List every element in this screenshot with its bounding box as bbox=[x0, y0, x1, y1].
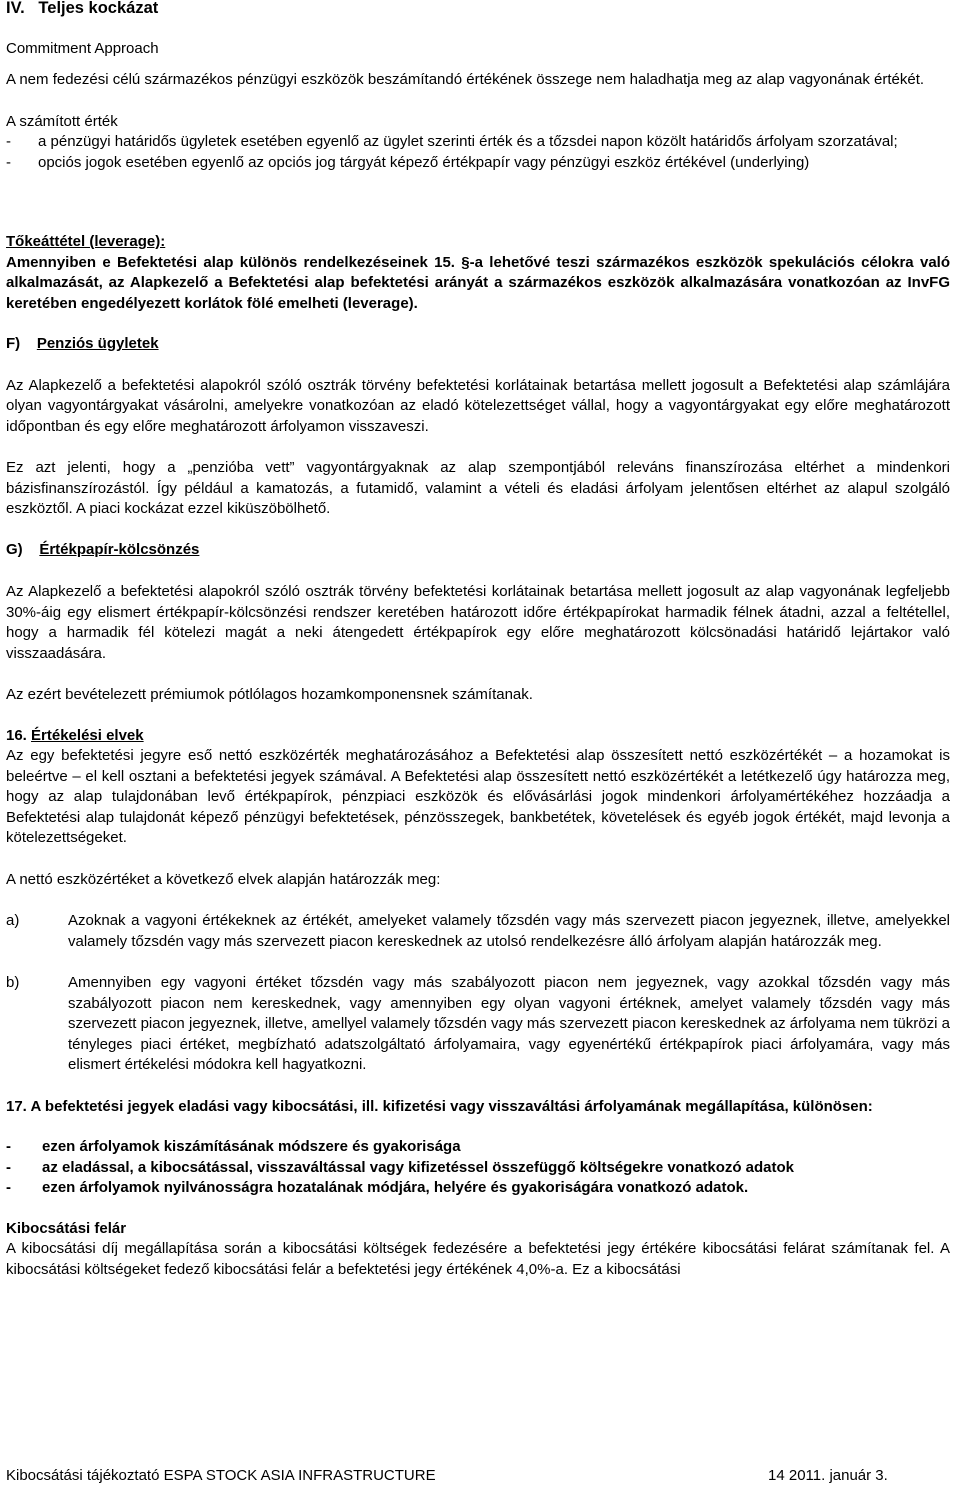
list-text: ezen árfolyamok nyilvánosságra hozatalának módjára, helyére és gyakoriságára vonatkozó adatok. bbox=[42, 1179, 749, 1196]
list-text: Amennyiben egy vagyoni értéket tőzsdén vagy más szabályozott piacon nem jegyeznek, vagy azokkal tőzsdén vagy más szabályozott piacon nem kereskednek, vagy amennyiben egy olyan vagyoni értéknek, amelyet valamely tőzsdén vagy más szervezett piacon jegyeznek, illetve, amellyel valamely tőzsdén vagy más szervezett piacon kereskednek az árfolyama nem tükrözi a tényleges piaci értéket, megbízható adatszolgáltató árfolyamaira, vagy egyenértékű értékpapírok piaci árfolyamára, vagy más elismert értékelési módokra kell hagyatkozni. bbox=[68, 974, 950, 1073]
list-marker: - bbox=[6, 133, 11, 150]
section-16-paragraph-1: Az egy befektetési jegyre eső nettó eszközérték meghatározásához a Befektetési alap összesített nettó eszközértékét – a hozamokat is beleértve – el kell osztani a befektetési jegyek számával. A Befektetési alap összesített nettó eszközértékét a letétkezelő úgy határozza meg, hogy az alap tulajdonában levő értékpapírok, pénzpiaci eszközök és elővásárlási jogok mindenkori árfolyamértékéhez hozzáadja a Befektetési alap tulajdonát képező pénzügyi befektetések, pénzösszegek, bankbetétek, követelések és egyéb jogok értékét, majd levonja a kötelezettségeket. bbox=[6, 747, 950, 846]
commitment-text: A nem fedezési célú származékos pénzügyi eszközök beszámítandó értékének összege nem haladhatja meg az alap vagyonának értékét. bbox=[6, 71, 925, 88]
list-marker: - bbox=[6, 153, 11, 171]
list-text: Azoknak a vagyoni értékeknek az értékét, amelyeket valamely tőzsdén vagy más szervezett piacon jegyeznek, illetve, amelyekkel valamely tőzsdén vagy más szervezett piacon kereskednek az utolsó rendelkezésre álló árfolyam alapján határozzák meg. bbox=[68, 912, 950, 950]
commitment-heading: Commitment Approach bbox=[6, 39, 159, 57]
section-17-heading: 17. A befektetési jegyek eladási vagy kibocsátási, ill. kifizetési vagy visszaváltási árfolyamának megállapítása, különösen: bbox=[6, 1097, 873, 1115]
section-f-heading bbox=[6, 334, 950, 355]
computed-title: A számított érték bbox=[6, 112, 118, 130]
list-marker: - bbox=[6, 1138, 11, 1155]
pricing-item bbox=[6, 1137, 950, 1158]
list-marker: b) bbox=[6, 974, 20, 991]
document-body bbox=[6, 0, 950, 1280]
section-f-paragraph-2: Ez azt jelenti, hogy a „penzióba vett” vagyontárgyaknak az alap szempontjából releváns finanszírozása eltérhet a mindenkori bázisfinanszírozástól. Így például a kamatozás, a futamidő, valamint a vételi és eladási árfolyam jelentősen eltérhet az alapul szolgáló eszköztől. A piaci kockázat ezzel kiküszöbölhető. bbox=[6, 459, 950, 517]
section-g-title: Értékpapír-kölcsönzés bbox=[39, 540, 200, 558]
page-footer bbox=[6, 1466, 906, 1486]
section-f-paragraph-1: Az Alapkezelő a befektetési alapokról szóló osztrák törvény befektetési korlátainak betartása mellett jogosult a Befektetési alap számlájára olyan vagyontárgyakat vásárolni, amelyekre vonatkozóan az eladó kötelezettséget vállal, hogy a vagyontárgyakat egy előre meghatározott időpontban és egy előre meghatározott árfolyamon visszaveszi. bbox=[6, 376, 950, 435]
fee-heading: Kibocsátási felár bbox=[6, 1219, 127, 1237]
section-g-prefix: G) bbox=[6, 540, 40, 558]
list-text: opciós jogok esetében egyenlő az opciós jog tárgyát képező értékpapír vagy pénzügyi eszköz értékével (underlying) bbox=[38, 153, 810, 171]
section-f-prefix: F) bbox=[6, 335, 37, 352]
leverage-heading: Tőkeáttétel (leverage): bbox=[6, 233, 166, 250]
leverage-text: Amennyiben e Befektetési alap különös rendelkezéseinek 15. §-a lehetővé teszi származékos eszközök spekulációs célokra való alkalmazását, az Alapkezelő a Befektetési alap befektetési arányát a származékos eszközök alkalmazására vonatkozóan az InvFG keretében engedélyezett korlátok fölé emelheti (leverage). bbox=[6, 253, 950, 312]
footer-document-title: Kibocsátási tájékoztató ESPA STOCK ASIA INFRASTRUCTURE bbox=[6, 1467, 436, 1484]
list-text: a pénzügyi határidős ügyletek esetében egyenlő az ügylet szerinti érték és a tőzsdei napon közölt határidős árfolyam szorzatával; bbox=[38, 133, 898, 150]
pricing-item bbox=[6, 1178, 950, 1199]
computed-item bbox=[6, 153, 950, 174]
list-marker: - bbox=[6, 1158, 11, 1176]
section-g-paragraph-1: Az Alapkezelő a befektetési alapokról szóló osztrák törvény befektetési korlátainak betartása mellett jogosult az alap vagyonának legfeljebb 30%-áig egy elismert értékpapír-kölcsönzési rendszer keretében határozott időre értékpapírokat harmadik félnek átadni, azzal a feltétellel, hogy a harmadik fél kötelezi magát a neki átengedett értékpapírok egy előre meghatározott kölcsönadási határidő lejártakor való visszaadására. bbox=[6, 583, 950, 662]
section-16-title: Értékelési elvek bbox=[31, 726, 144, 744]
valuation-rule-item bbox=[6, 973, 950, 1076]
list-marker: a) bbox=[6, 912, 20, 929]
pricing-item bbox=[6, 1158, 950, 1179]
section-g-paragraph-2: Az ezért bevételezett prémiumok pótlólagos hozamkomponensnek számítanak. bbox=[6, 686, 533, 703]
section-16-number: 16. bbox=[6, 726, 32, 744]
valuation-rule-item bbox=[6, 911, 950, 952]
computed-item bbox=[6, 132, 950, 153]
section-16-heading bbox=[6, 726, 950, 747]
section-16-paragraph-2: A nettó eszközértéket a következő elvek alapján határozzák meg: bbox=[6, 870, 441, 888]
section-f-title: Penziós ügyletek bbox=[36, 335, 159, 352]
list-text: ezen árfolyamok kiszámításának módszere és gyakorisága bbox=[42, 1138, 461, 1155]
list-marker: - bbox=[6, 1179, 11, 1196]
section-title: IV. Teljes kockázat bbox=[6, 0, 159, 17]
fee-text: A kibocsátási díj megállapítása során a kibocsátási költségek fedezésére a befektetési jegy értékére kibocsátási felárat számítanak fel. A kibocsátási költségeket fedező kibocsátási felár a befektetési jegy értékének 4,0%-a. Ez a kibocsátási bbox=[6, 1240, 950, 1278]
footer-page-date: 14 2011. január 3. bbox=[768, 1467, 888, 1484]
list-text: az eladással, a kibocsátással, visszaváltással vagy kifizetéssel összefüggő költségekre vonatkozó adatok bbox=[42, 1158, 795, 1176]
section-g-heading bbox=[6, 540, 950, 561]
